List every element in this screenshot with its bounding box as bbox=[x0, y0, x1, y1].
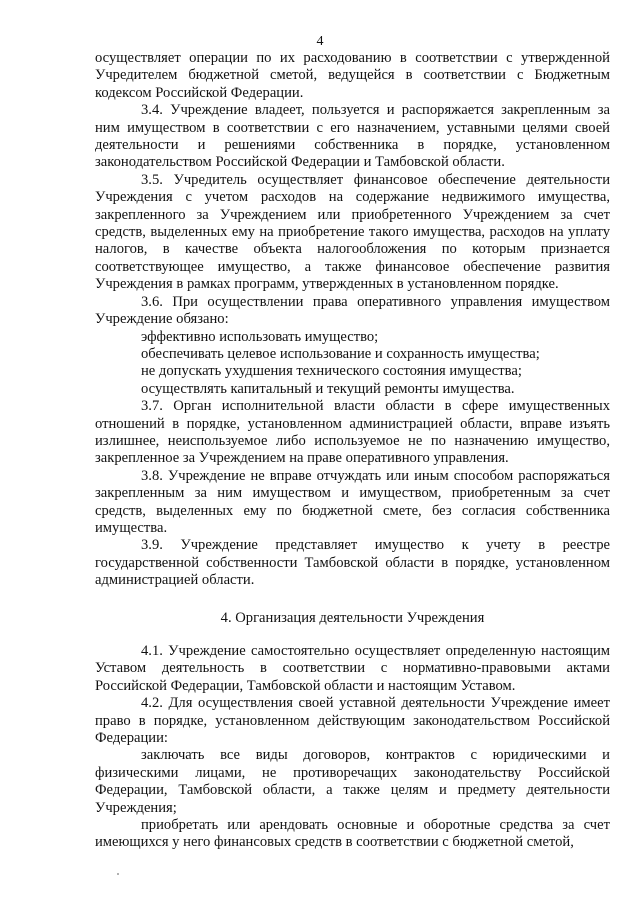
paragraph-3-5: 3.5. Учредитель осуществляет финансовое обеспечение деятельности Учреждения с учетом расходов на содержание недвижимого имущества, закрепленного за Учреждением или приобретенного Учреждением за счет средств, выделенных ему на приобретение такого имущества, расходов на уплату налогов, в качестве объекта налогообложения по которым признается соответствующее имущество, а также финансовое обеспечение развития Учреждения в рамках программ, утвержденных в установленном порядке. bbox=[95, 171, 610, 293]
paragraph-4-2: 4.2. Для осуществления своей уставной деятельности Учреждение имеет право в порядке, установленном действующим законодательством Российской Федерации: bbox=[95, 695, 610, 747]
scan-speck bbox=[117, 873, 119, 875]
paragraph-contracts: заключать все виды договоров, контрактов с юридическими и физическими лицами, не противоречащих законодательству Российской Федерации, Тамбовской области, а также целям и предмету деятельности Учреждения; bbox=[95, 747, 610, 816]
document-body bbox=[95, 50, 610, 852]
page-number: 4 bbox=[316, 34, 324, 49]
paragraph-3-7: 3.7. Орган исполнительной власти области в сфере имущественных отношений в порядке, установленном администрацией области, вправе изъять излишнее, неиспользуемое либо используемое не по назначению имущество, закрепленное за Учреждением на праве оперативного управления. bbox=[95, 398, 610, 467]
paragraph-3-4: 3.4. Учреждение владеет, пользуется и распоряжается закрепленным за ним имуществом в соответствии с его назначением, уставными целями своей деятельности и решениями собственника в порядке, установленном законодательством Российской Федерации и Тамбовской области. bbox=[95, 102, 610, 171]
section-heading: 4. Организация деятельности Учреждения bbox=[220, 609, 485, 626]
paragraph-continuation: осуществляет операции по их расходованию в соответствии с утвержденной Учредителем бюджетной сметой, ведущейся в соответствии с Бюджетным кодексом Российской Федерации. bbox=[95, 50, 610, 101]
list-item: осуществлять капитальный и текущий ремонты имущества. bbox=[141, 380, 515, 397]
paragraph-3-6: 3.6. При осуществлении права оперативного управления имуществом Учреждение обязано: bbox=[95, 293, 610, 328]
paragraph-3-9: 3.9. Учреждение представляет имущество к учету в реестре государственной собственности Тамбовской области в порядке, установленном администрацией области. bbox=[95, 537, 610, 589]
list-item: эффективно использовать имущество; bbox=[141, 328, 379, 345]
list-item: не допускать ухудшения технического состояния имущества; bbox=[141, 363, 522, 380]
paragraph-acquire: приобретать или арендовать основные и оборотные средства за счет имеющихся у него финансовых средств в соответствии с бюджетной сметой, bbox=[95, 817, 610, 851]
paragraph-3-8: 3.8. Учреждение не вправе отчуждать или иным способом распоряжаться закрепленным за ним имуществом и имуществом, приобретенным за счет средств, выделенных ему по бюджетной смете, без согласия собственника имущества. bbox=[95, 467, 610, 536]
list-item: обеспечивать целевое использование и сохранность имущества; bbox=[141, 345, 540, 362]
paragraph-4-1: 4.1. Учреждение самостоятельно осуществляет определенную настоящим Уставом деятельность в соответствии с нормативно-правовыми актами Российской Федерации, Тамбовской области и настоящим Уставом. bbox=[95, 643, 610, 694]
